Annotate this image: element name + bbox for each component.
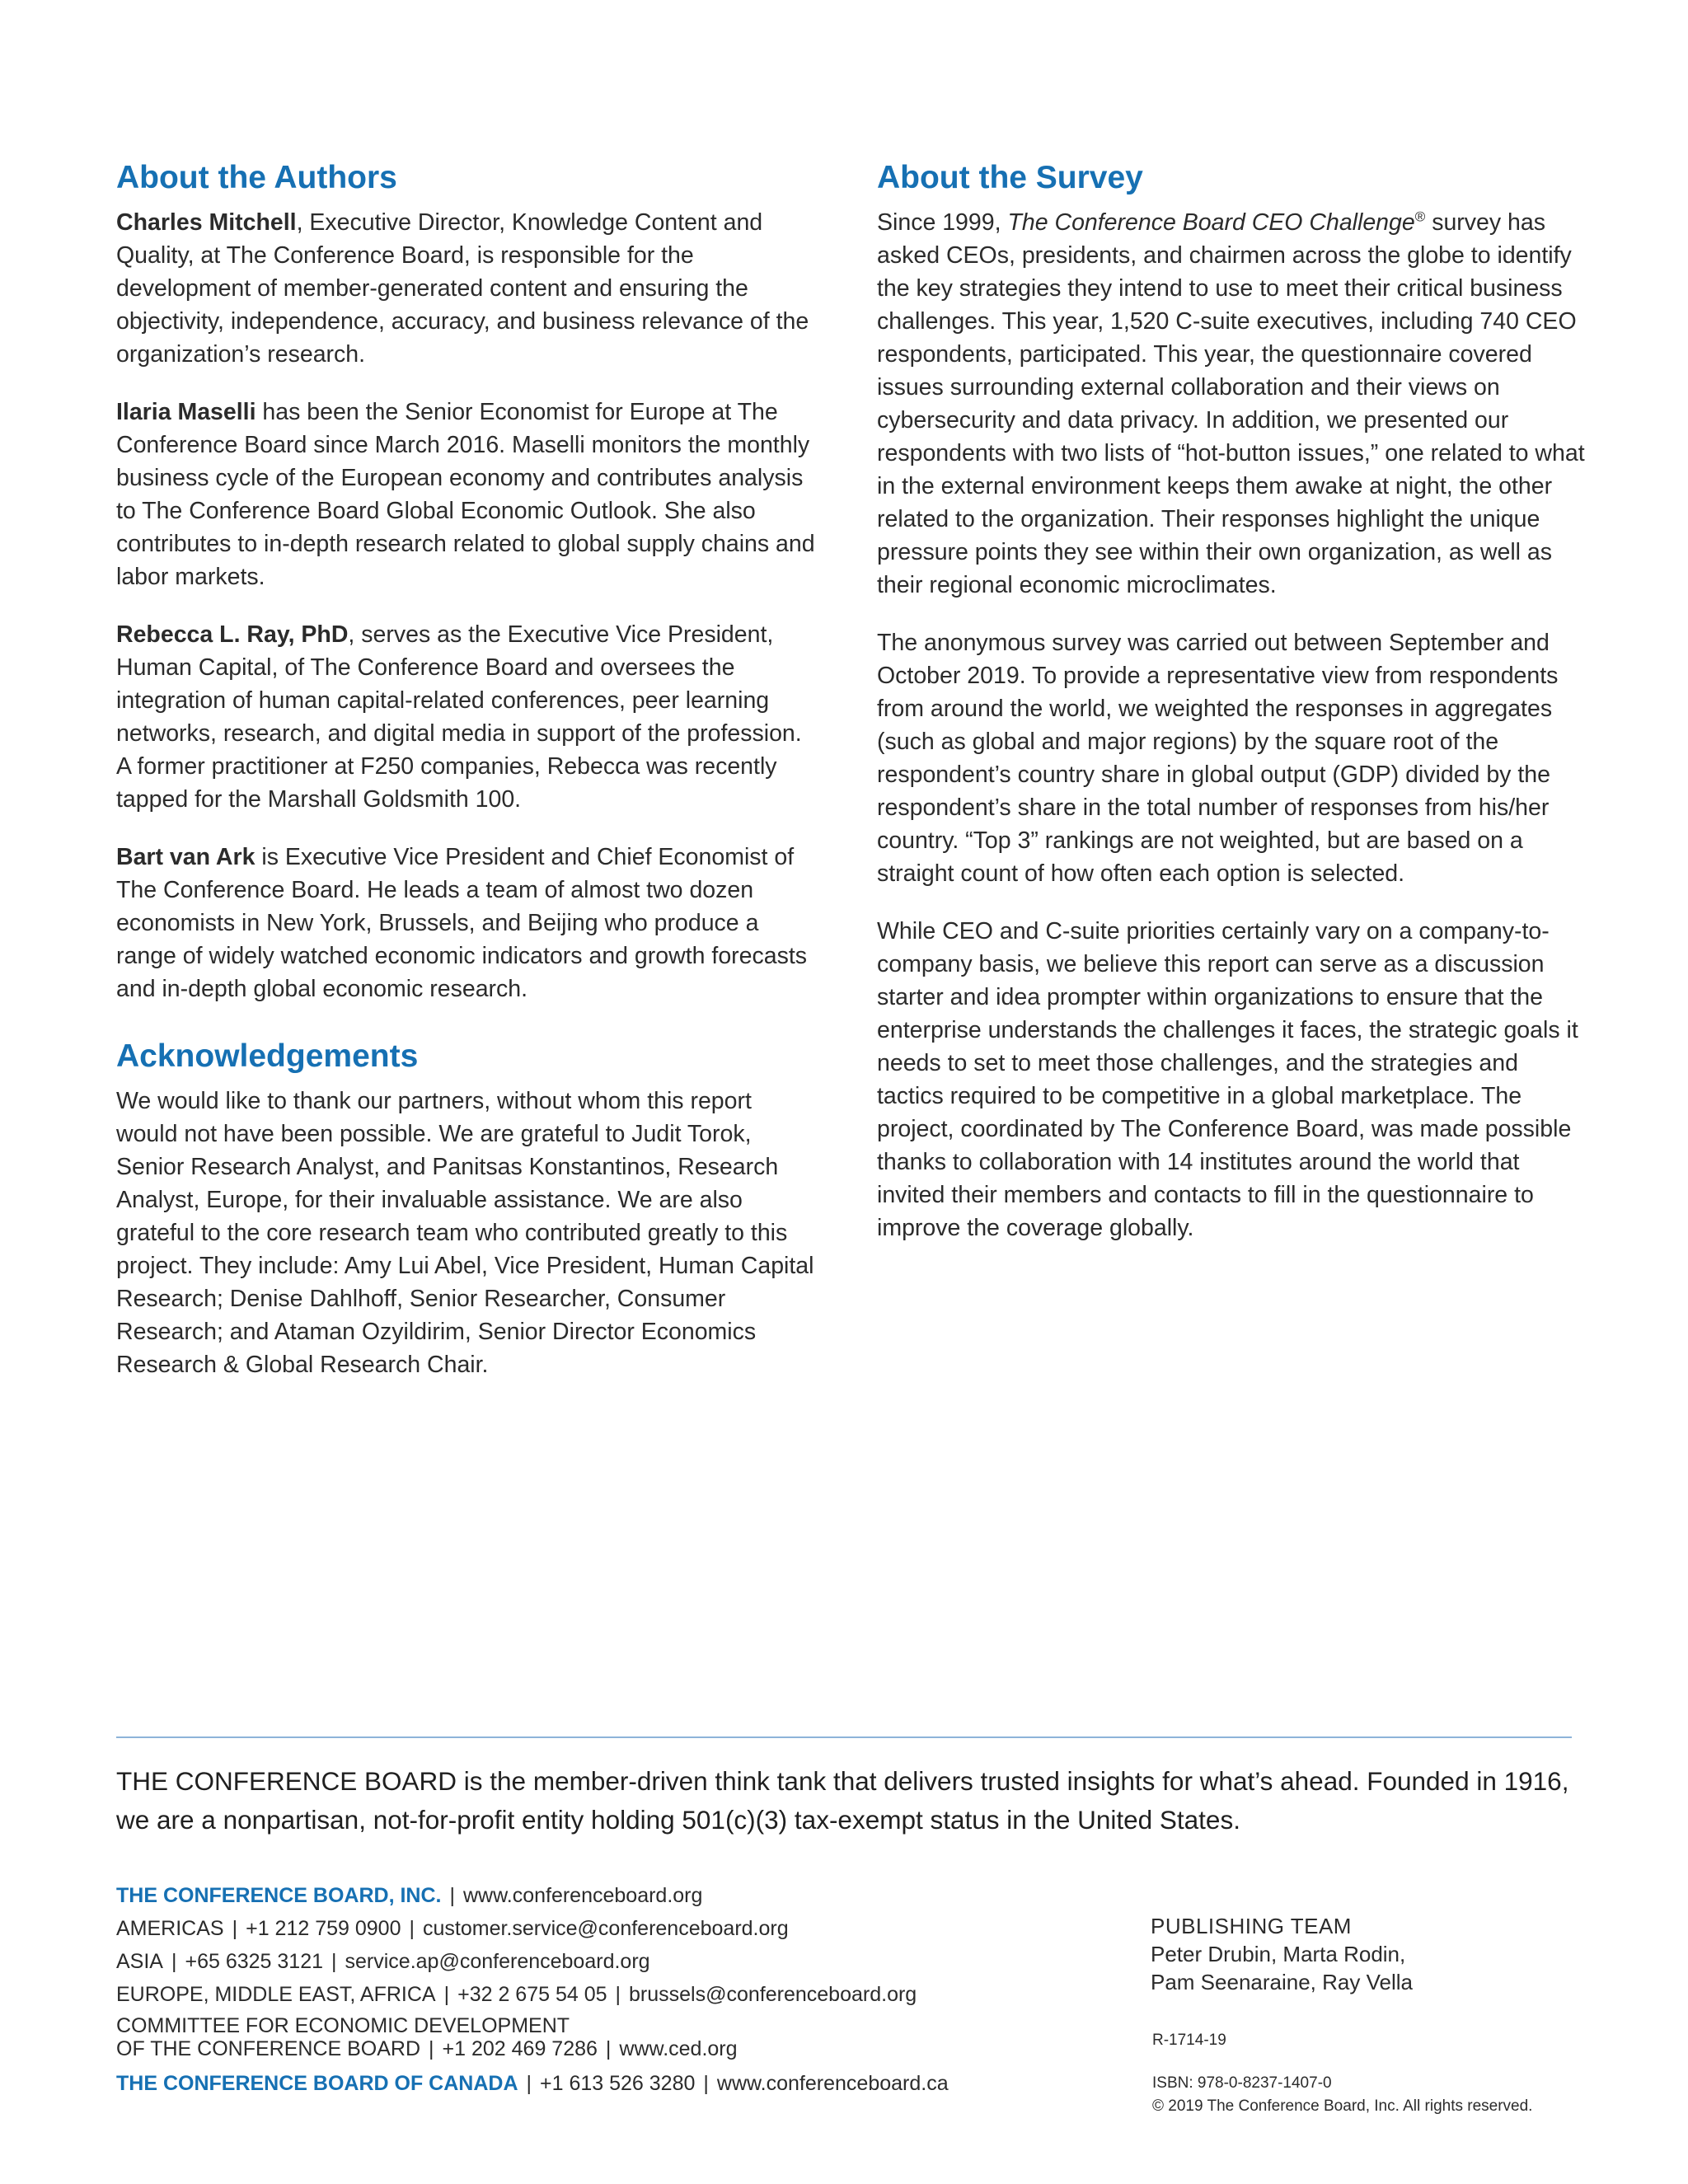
phone-number: +1 613 526 3280 bbox=[540, 2072, 696, 2095]
email-link[interactable]: service.ap@conferenceboard.org bbox=[345, 1950, 650, 1973]
author-bio-text: is Executive Vice President and Chief Economist of The Conference Board. He leads a team of almost two dozen economists in New York, Brussels, and Beijing who produce a range of widely watched economic indicators and growth forecasts and in-depth global economic research. bbox=[116, 844, 808, 1002]
phone-number: +32 2 675 54 05 bbox=[457, 1983, 607, 2006]
survey-heading: About the Survey bbox=[877, 160, 1143, 195]
survey-text: survey has asked CEOs, presidents, and chairmen across the globe to identify the key strategies they intend to use to meet their critical business challenges. This year, 1,520 C-suite executives, including 740 CEO respondents, participated. This year, the questionnaire covered issues surrounding external collaboration and their views on cybersecurity and data privacy. In addition, we presented our respondents with two lists of “hot-button issues,” one related to what in the external environment keeps them awake at night, the other related to the organization. Their responses highlight the unique pressure points they see within their own organization, as well as their regional economic microclimates. bbox=[877, 209, 1585, 598]
isbn: ISBN: 978-0-8237-1407-0 bbox=[1152, 2074, 1332, 2092]
right-column bbox=[877, 157, 1586, 1269]
survey-lead: Since 1999, bbox=[877, 209, 1008, 236]
contact-row-canada: THE CONFERENCE BOARD OF CANADA | +1 613 526 3280 | www.conferenceboard.ca bbox=[116, 2072, 949, 2095]
contact-row-ced: COMMITTEE FOR ECONOMIC DEVELOPMENT OF THE CONFERENCE BOARD | +1 202 469 7286 | www.ced.org bbox=[116, 2014, 1105, 2060]
ced-name-line: OF THE CONFERENCE BOARD bbox=[116, 2037, 421, 2060]
region-label: EUROPE, MIDDLE EAST, AFRICA bbox=[116, 1983, 436, 2006]
publishing-team-label: PUBLISHING TEAM bbox=[1151, 1914, 1352, 1938]
survey-paragraph: While CEO and C-suite priorities certainly vary on a company-to-company basis, we believe this report can serve as a discussion starter and idea prompter within organizations to ensure that the enterprise understands the challenges it faces, the strategic goals it needs to set to meet those challenges, and the strategies and tactics required to be competitive in a global marketplace. The project, coordinated by The Conference Board, was made possible thanks to collaboration with 14 institutes around the world that invited their members and contacts to fill in the questionnaire to improve the coverage globally. bbox=[877, 918, 1578, 1241]
publishing-team-names: Peter Drubin, Marta Rodin, bbox=[1151, 1942, 1406, 1966]
survey-paragraph: The anonymous survey was carried out between September and October 2019. To provide a representative view from respondents from around the world, we weighted the responses in aggregates (such as global and major regions) by the square root of the respondent’s country share in global output (GDP) divided by the respondent’s share in the total number of responses from his/her country. “Top 3” rankings are not weighted, but are based on a straight count of how often each option is selected. bbox=[877, 630, 1559, 887]
author-bio bbox=[116, 841, 817, 1005]
left-column bbox=[116, 157, 817, 1406]
author-bio-text: , Executive Director, Knowledge Content and Quality, at The Conference Board, is responsible for the development of member-generated content and ensuring the objectivity, independence, accuracy, and business relevance of the organization’s research. bbox=[116, 209, 809, 368]
fine-print bbox=[1152, 2029, 1597, 2118]
contact-row-americas: AMERICAS | +1 212 759 0900 | customer.service@conferenceboard.org bbox=[116, 1917, 789, 1940]
ced-name-line: COMMITTEE FOR ECONOMIC DEVELOPMENT bbox=[116, 2014, 570, 2037]
authors-heading: About the Authors bbox=[116, 160, 397, 195]
footer-divider bbox=[116, 1736, 1572, 1738]
acknowledgements-text: We would like to thank our partners, without whom this report would not have been possible. We are grateful to Judit Torok, Senior Research Analyst, and Panitsas Konstantinos, Research Analyst, Europe, for their invaluable assistance. We are also grateful to the core research team who contributed greatly to this project. They include: Amy Lui Abel, Vice President, Human Capital Research; Denise Dahlhoff, Senior Researcher, Consumer Research; and Ataman Ozyildirim, Senior Director Economics Research & Global Research Chair. bbox=[116, 1088, 814, 1378]
website-link[interactable]: www.conferenceboard.org bbox=[462, 1884, 703, 1907]
phone-number: +1 202 469 7286 bbox=[442, 2037, 598, 2060]
author-bio bbox=[116, 206, 817, 371]
publishing-team bbox=[1151, 1912, 1579, 1996]
author-name: Charles Mitchell bbox=[116, 209, 297, 236]
author-bio-text: has been the Senior Economist for Europe at The Conference Board since March 2016. Maselli monitors the monthly business cycle of the European economy and contributes analysis to The Conference Board Global Economic Outlook. She also contributes to in-depth research related to global supply chains and labor markets. bbox=[116, 399, 815, 590]
phone-number: +65 6325 3121 bbox=[185, 1950, 324, 1973]
phone-number: +1 212 759 0900 bbox=[246, 1917, 401, 1940]
email-link[interactable]: brussels@conferenceboard.org bbox=[629, 1983, 917, 2006]
contact-row-tcb: THE CONFERENCE BOARD, INC. | www.conferenceboard.org bbox=[116, 1884, 703, 1907]
mission-statement: THE CONFERENCE BOARD is the member-driven think tank that delivers trusted insights for what’s ahead. Founded in 1916, we are a nonpartisan, not-for-profit entity holding 501(c)(3) tax-exempt status in the United States. bbox=[116, 1766, 1569, 1835]
author-name: Rebecca L. Ray, PhD bbox=[116, 621, 349, 648]
author-name: Bart van Ark bbox=[116, 844, 256, 870]
org-name: THE CONFERENCE BOARD, INC. bbox=[116, 1884, 442, 1907]
region-label: AMERICAS bbox=[116, 1917, 224, 1940]
region-label: ASIA bbox=[116, 1950, 163, 1973]
report-code: R-1714-19 bbox=[1152, 2032, 1226, 2049]
website-link[interactable]: www.conferenceboard.ca bbox=[716, 2072, 949, 2095]
org-name: THE CONFERENCE BOARD OF CANADA bbox=[116, 2072, 518, 2095]
contact-list bbox=[116, 1879, 1105, 2100]
author-bio bbox=[116, 396, 817, 593]
survey-title: The Conference Board CEO Challenge bbox=[1007, 209, 1415, 236]
author-name: Ilaria Maselli bbox=[116, 399, 256, 425]
survey-paragraph bbox=[877, 206, 1586, 602]
email-link[interactable]: customer.service@conferenceboard.org bbox=[422, 1917, 789, 1940]
contact-row-asia: ASIA | +65 6325 3121 | service.ap@conferenceboard.org bbox=[116, 1950, 650, 1973]
registered-mark: ® bbox=[1414, 209, 1426, 225]
contact-row-emea: EUROPE, MIDDLE EAST, AFRICA | +32 2 675 54 05 | brussels@conferenceboard.org bbox=[116, 1983, 917, 2006]
author-bio-text: , serves as the Executive Vice President, Human Capital, of The Conference Board and oversees the integration of human capital-related conferences, peer learning networks, research, and digital media in support of the profession. A former practitioner at F250 companies, Rebecca was recently tapped for the Marshall Goldsmith 100. bbox=[116, 621, 802, 813]
website-link[interactable]: www.ced.org bbox=[619, 2037, 738, 2060]
copyright: © 2019 The Conference Board, Inc. All rights reserved. bbox=[1152, 2097, 1533, 2115]
acknowledgements-heading: Acknowledgements bbox=[116, 1038, 419, 1074]
publishing-team-names: Pam Seenaraine, Ray Vella bbox=[1151, 1970, 1413, 1994]
author-bio bbox=[116, 618, 817, 816]
